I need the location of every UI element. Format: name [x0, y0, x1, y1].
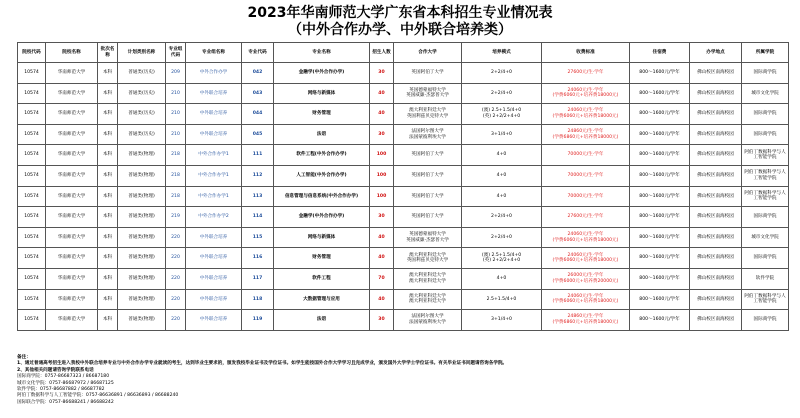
- note-line: 国际联合学院：0757-86688241 / 86688242: [17, 399, 114, 405]
- cell-site: 佛山校区南海校园: [690, 248, 742, 269]
- cell-group-name: 中外联合培养: [186, 310, 242, 331]
- cell-plan: 普通类(历史): [118, 63, 166, 84]
- cell-partner: 澳大利亚科廷大学 英国利兹贝克特大学: [394, 248, 462, 269]
- cell-college: 国际商学院: [742, 248, 789, 269]
- cell-college: 国际商学院: [742, 104, 789, 125]
- cell-code: 10574: [18, 310, 46, 331]
- cell-num: 40: [370, 83, 394, 104]
- cell-college: 阿伯丁数据科学与人工智能学院: [742, 289, 789, 310]
- cell-code: 10574: [18, 165, 46, 186]
- enrollment-table: [17, 42, 789, 331]
- cell-fee: 70000元/生·学年: [542, 165, 630, 186]
- cell-mode: (澳) 2.5+1.5/4+0 (英) 2+2/2+4+0: [462, 248, 542, 269]
- note-line: 国际商学院：0757-86687323 / 86687180: [17, 374, 110, 380]
- cell-college: 阿伯丁数据科学与人工智能学院: [742, 186, 789, 207]
- table-body: [18, 63, 789, 331]
- cell-site: 佛山校区南海校园: [690, 268, 742, 289]
- cell-partner: 英国阿伯丁大学: [394, 145, 462, 166]
- column-header: 合作大学: [394, 43, 462, 63]
- cell-major: 金融学(中外合作办学): [274, 207, 370, 228]
- column-header: 计划类别名称: [118, 43, 166, 63]
- cell-plan: 普通类(物理): [118, 165, 166, 186]
- cell-group-code: 218: [166, 165, 186, 186]
- cell-plan: 普通类(历史): [118, 104, 166, 125]
- cell-school: 华南师范大学: [46, 165, 98, 186]
- cell-code: 10574: [18, 227, 46, 248]
- cell-dorm: 800～1600元/学年: [630, 145, 690, 166]
- cell-group-code: 220: [166, 248, 186, 269]
- column-header: 办学地点: [690, 43, 742, 63]
- cell-batch: 本科: [98, 207, 118, 228]
- cell-batch: 本科: [98, 63, 118, 84]
- cell-fee: 24060元/生·学年 (学费6060元+培养费18000元): [542, 104, 630, 125]
- cell-fee: 26000元/生·学年 (学费6000元+培养费20000元): [542, 268, 630, 289]
- cell-group-name: 中外合作办学2: [186, 207, 242, 228]
- note-line: 1、通过普通高考招生进入我校中外联合培养专业与中外合作办学专业就读的考生，达到毕业生要求的，颁发我校毕业证书及学位证书。如学生能按国外合作大学学习且完成学业，颁发国外大学学士学位证书。有关毕业证书问题请咨询各学院。: [17, 361, 508, 367]
- column-header: 专业组名称: [186, 43, 242, 63]
- table-row: [18, 186, 789, 207]
- cell-group-name: 中外合作办学1: [186, 186, 242, 207]
- cell-site: 佛山校区南海校园: [690, 124, 742, 145]
- cell-batch: 本科: [98, 145, 118, 166]
- note-line: 城市文化学院：0757-86687972 / 86687125: [17, 380, 114, 386]
- cell-batch: 本科: [98, 268, 118, 289]
- cell-major: 大数据管理与应用: [274, 289, 370, 310]
- cell-major: 法语: [274, 310, 370, 331]
- cell-college: 城市文化学院: [742, 227, 789, 248]
- cell-fee: 27600元/生·学年: [542, 63, 630, 84]
- cell-plan: 普通类(物理): [118, 268, 166, 289]
- cell-code: 10574: [18, 268, 46, 289]
- cell-site: 佛山校区南海校园: [690, 83, 742, 104]
- column-header: 院校名称: [46, 43, 98, 63]
- cell-num: 30: [370, 124, 394, 145]
- cell-college: 国际商学院: [742, 310, 789, 331]
- notes-section: [17, 355, 788, 406]
- cell-dorm: 800～1600元/学年: [630, 124, 690, 145]
- notes-heading: 备注：: [17, 355, 31, 360]
- cell-dorm: 800～1600元/学年: [630, 63, 690, 84]
- cell-major-code: 111: [242, 145, 274, 166]
- cell-partner: 英国德蒙福特大学 英国威廉·杰瑟普大学: [394, 83, 462, 104]
- cell-dorm: 800～1600元/学年: [630, 83, 690, 104]
- cell-school: 华南师范大学: [46, 207, 98, 228]
- cell-group-code: 209: [166, 63, 186, 84]
- cell-group-name: 中外合作办学1: [186, 165, 242, 186]
- cell-group-name: 中外联合培养: [186, 268, 242, 289]
- cell-group-code: 210: [166, 104, 186, 125]
- cell-group-code: 218: [166, 186, 186, 207]
- cell-batch: 本科: [98, 289, 118, 310]
- cell-batch: 本科: [98, 186, 118, 207]
- cell-code: 10574: [18, 104, 46, 125]
- cell-school: 华南师范大学: [46, 83, 98, 104]
- cell-dorm: 800～1600元/学年: [630, 310, 690, 331]
- cell-major-code: 116: [242, 248, 274, 269]
- note-line: 阿伯丁数据科学与人工智能学院：0757-86636891 / 86636893 / 86688240: [17, 393, 179, 399]
- cell-major-code: 042: [242, 63, 274, 84]
- cell-mode: 4+0: [462, 145, 542, 166]
- cell-dorm: 800～1600元/学年: [630, 104, 690, 125]
- cell-code: 10574: [18, 186, 46, 207]
- cell-plan: 普通类(物理): [118, 248, 166, 269]
- cell-school: 华南师范大学: [46, 227, 98, 248]
- cell-partner: 澳大利亚科廷大学 澳大利亚科廷大学: [394, 268, 462, 289]
- cell-group-code: 220: [166, 227, 186, 248]
- note-line: 2、其他相关问题请咨询学院联系电话: [17, 367, 94, 373]
- cell-site: 佛山校区南海校园: [690, 310, 742, 331]
- cell-code: 10574: [18, 83, 46, 104]
- cell-major: 软件工程: [274, 268, 370, 289]
- cell-mode: 3+1/4+0: [462, 310, 542, 331]
- cell-group-code: 210: [166, 83, 186, 104]
- cell-major-code: 117: [242, 268, 274, 289]
- cell-major: 网络与新媒体: [274, 227, 370, 248]
- cell-major: 网络与新媒体: [274, 83, 370, 104]
- table-row: [18, 124, 789, 145]
- cell-group-name: 中外联合培养: [186, 289, 242, 310]
- cell-mode: 2+2/4+0: [462, 63, 542, 84]
- cell-school: 华南师范大学: [46, 186, 98, 207]
- cell-num: 40: [370, 289, 394, 310]
- cell-num: 100: [370, 165, 394, 186]
- cell-group-code: 218: [166, 145, 186, 166]
- cell-dorm: 800～1600元/学年: [630, 248, 690, 269]
- column-header: 专业名称: [274, 43, 370, 63]
- cell-code: 10574: [18, 124, 46, 145]
- column-header: 所属学院: [742, 43, 789, 63]
- cell-group-name: 中外合作办学1: [186, 145, 242, 166]
- cell-site: 佛山校区南海校园: [690, 289, 742, 310]
- cell-partner: 英国阿伯丁大学: [394, 207, 462, 228]
- cell-fee: 24860元/生·学年 (学费6860元+培养费18000元): [542, 124, 630, 145]
- page-title: 2023年华南师范大学广东省本科招生专业情况表: [247, 5, 553, 21]
- cell-dorm: 800～1600元/学年: [630, 268, 690, 289]
- table-row: [18, 248, 789, 269]
- cell-college: 阿伯丁数据科学与人工智能学院: [742, 145, 789, 166]
- cell-batch: 本科: [98, 104, 118, 125]
- cell-batch: 本科: [98, 227, 118, 248]
- cell-partner: 法国阿尔图大学 法国蒙彼利埃大学: [394, 310, 462, 331]
- cell-major-code: 044: [242, 104, 274, 125]
- cell-school: 华南师范大学: [46, 63, 98, 84]
- cell-mode: 2+2/4+0: [462, 83, 542, 104]
- cell-group-name: 中外联合培养: [186, 227, 242, 248]
- cell-school: 华南师范大学: [46, 310, 98, 331]
- cell-partner: 法国阿尔图大学 法国蒙彼利埃大学: [394, 124, 462, 145]
- cell-site: 佛山校区南海校园: [690, 227, 742, 248]
- table-row: [18, 145, 789, 166]
- note-line: 软件学院：0757-86687882 / 86687782: [17, 387, 105, 393]
- cell-code: 10574: [18, 248, 46, 269]
- cell-site: 佛山校区南海校园: [690, 145, 742, 166]
- cell-group-name: 中外联合培养: [186, 248, 242, 269]
- column-header: 批次名称: [98, 43, 118, 63]
- cell-fee: 27600元/生·学年: [542, 207, 630, 228]
- cell-mode: 2+2/4+0: [462, 227, 542, 248]
- table-row: [18, 268, 789, 289]
- cell-plan: 普通类(物理): [118, 289, 166, 310]
- table-row: [18, 165, 789, 186]
- cell-fee: 24060元/生·学年 (学费6060元+培养费18000元): [542, 248, 630, 269]
- cell-group-name: 中外联合培养: [186, 124, 242, 145]
- cell-mode: 3+1/4+0: [462, 124, 542, 145]
- cell-code: 10574: [18, 63, 46, 84]
- cell-group-name: 中外联合培养: [186, 104, 242, 125]
- column-header: 招生人数: [370, 43, 394, 63]
- cell-partner: 英国阿伯丁大学: [394, 63, 462, 84]
- cell-fee: 70000元/生·学年: [542, 145, 630, 166]
- cell-mode: (澳) 2.5+1.5/4+0 (英) 2+2/2+4+0: [462, 104, 542, 125]
- cell-college: 国际商学院: [742, 63, 789, 84]
- cell-dorm: 800～1600元/学年: [630, 289, 690, 310]
- cell-site: 佛山校区南海校园: [690, 63, 742, 84]
- cell-num: 100: [370, 186, 394, 207]
- cell-group-code: 219: [166, 207, 186, 228]
- column-header: 住宿费: [630, 43, 690, 63]
- cell-plan: 普通类(历史): [118, 124, 166, 145]
- cell-fee: 24060元/生·学年 (学费6060元+培养费18000元): [542, 227, 630, 248]
- cell-major-code: 118: [242, 289, 274, 310]
- cell-fee: 24060元/生·学年 (学费6060元+培养费18000元): [542, 289, 630, 310]
- table-row: [18, 289, 789, 310]
- cell-school: 华南师范大学: [46, 124, 98, 145]
- column-header: 收费标准: [542, 43, 630, 63]
- cell-college: 阿伯丁数据科学与人工智能学院: [742, 165, 789, 186]
- cell-school: 华南师范大学: [46, 104, 98, 125]
- column-header: 培养模式: [462, 43, 542, 63]
- cell-partner: 澳大利亚科廷大学 英国利兹贝克特大学: [394, 104, 462, 125]
- cell-major-code: 112: [242, 165, 274, 186]
- cell-mode: 2.5+1.5/4+0: [462, 289, 542, 310]
- cell-major: 人工智能(中外合作办学): [274, 165, 370, 186]
- cell-major-code: 115: [242, 227, 274, 248]
- column-header: 专业组代码: [166, 43, 186, 63]
- cell-mode: 2+2/4+0: [462, 207, 542, 228]
- cell-batch: 本科: [98, 83, 118, 104]
- cell-school: 华南师范大学: [46, 268, 98, 289]
- cell-num: 40: [370, 227, 394, 248]
- cell-num: 70: [370, 268, 394, 289]
- cell-major-code: 113: [242, 186, 274, 207]
- cell-major-code: 043: [242, 83, 274, 104]
- cell-major: 信息管理与信息系统(中外合作办学): [274, 186, 370, 207]
- cell-num: 30: [370, 310, 394, 331]
- cell-college: 城市文化学院: [742, 83, 789, 104]
- cell-school: 华南师范大学: [46, 145, 98, 166]
- cell-code: 10574: [18, 289, 46, 310]
- cell-num: 40: [370, 104, 394, 125]
- table-row: [18, 83, 789, 104]
- cell-plan: 普通类(物理): [118, 227, 166, 248]
- cell-site: 佛山校区南海校园: [690, 165, 742, 186]
- cell-partner: 英国德蒙福特大学 英国威廉·杰瑟普大学: [394, 227, 462, 248]
- table-row: [18, 207, 789, 228]
- cell-partner: 英国阿伯丁大学: [394, 165, 462, 186]
- cell-batch: 本科: [98, 310, 118, 331]
- cell-college: 国际商学院: [742, 124, 789, 145]
- cell-num: 100: [370, 145, 394, 166]
- cell-major: 财务管理: [274, 104, 370, 125]
- cell-site: 佛山校区南海校园: [690, 104, 742, 125]
- cell-school: 华南师范大学: [46, 248, 98, 269]
- table-row: [18, 104, 789, 125]
- cell-plan: 普通类(物理): [118, 310, 166, 331]
- cell-batch: 本科: [98, 124, 118, 145]
- cell-major-code: 045: [242, 124, 274, 145]
- cell-mode: 4+0: [462, 165, 542, 186]
- cell-major: 法语: [274, 124, 370, 145]
- cell-code: 10574: [18, 145, 46, 166]
- cell-major: 金融学(中外合作办学): [274, 63, 370, 84]
- cell-fee: 24060元/生·学年 (学费6060元+培养费18000元): [542, 83, 630, 104]
- cell-code: 10574: [18, 207, 46, 228]
- cell-major-code: 119: [242, 310, 274, 331]
- cell-site: 佛山校区南海校园: [690, 186, 742, 207]
- cell-plan: 普通类(物理): [118, 145, 166, 166]
- cell-fee: 70000元/生·学年: [542, 186, 630, 207]
- column-header: 专业代码: [242, 43, 274, 63]
- column-header: 院校代码: [18, 43, 46, 63]
- cell-dorm: 800～1600元/学年: [630, 186, 690, 207]
- cell-batch: 本科: [98, 165, 118, 186]
- cell-dorm: 800～1600元/学年: [630, 207, 690, 228]
- cell-partner: 英国阿伯丁大学: [394, 186, 462, 207]
- cell-group-code: 220: [166, 310, 186, 331]
- cell-college: 软件学院: [742, 268, 789, 289]
- table-row: [18, 310, 789, 331]
- cell-major: 财务管理: [274, 248, 370, 269]
- cell-plan: 普通类(物理): [118, 207, 166, 228]
- cell-college: 国际商学院: [742, 207, 789, 228]
- cell-school: 华南师范大学: [46, 289, 98, 310]
- table-row: [18, 63, 789, 84]
- cell-major-code: 114: [242, 207, 274, 228]
- cell-site: 佛山校区南海校园: [690, 207, 742, 228]
- page-subtitle: （中外合作办学、中外联合培养类）: [288, 22, 512, 38]
- cell-num: 30: [370, 207, 394, 228]
- cell-dorm: 800～1600元/学年: [630, 165, 690, 186]
- table-header-row: [18, 43, 789, 63]
- cell-partner: 澳大利亚科廷大学 澳大利亚科廷大学: [394, 289, 462, 310]
- cell-group-code: 220: [166, 268, 186, 289]
- cell-group-name: 中外合作办学: [186, 63, 242, 84]
- cell-mode: 4+0: [462, 186, 542, 207]
- cell-plan: 普通类(历史): [118, 83, 166, 104]
- cell-num: 30: [370, 63, 394, 84]
- cell-group-code: 210: [166, 124, 186, 145]
- cell-group-code: 220: [166, 289, 186, 310]
- cell-plan: 普通类(物理): [118, 186, 166, 207]
- cell-dorm: 800～1600元/学年: [630, 227, 690, 248]
- cell-batch: 本科: [98, 248, 118, 269]
- cell-mode: 4+0: [462, 268, 542, 289]
- cell-major: 软件工程(中外合作办学): [274, 145, 370, 166]
- cell-fee: 24860元/生·学年 (学费6860元+培养费18000元): [542, 310, 630, 331]
- cell-group-name: 中外联合培养: [186, 83, 242, 104]
- cell-num: 40: [370, 248, 394, 269]
- table-row: [18, 227, 789, 248]
